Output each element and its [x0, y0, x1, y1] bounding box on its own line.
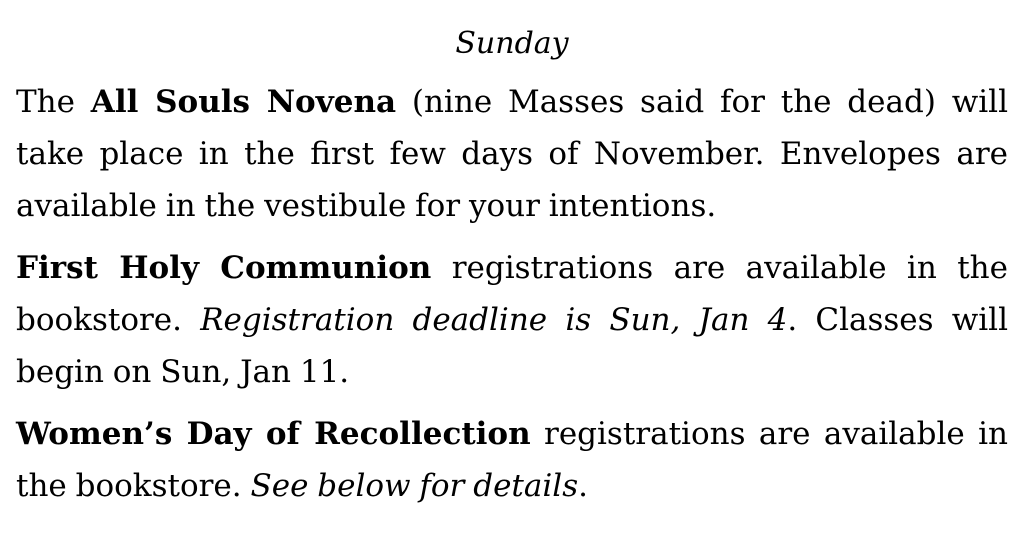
announcement-body-end: .	[578, 468, 588, 504]
announcement-body-end: . Classes will begin on Sun, Jan 11.	[16, 302, 1008, 390]
registration-deadline: Registration deadline is Sun, Jan 4	[200, 302, 788, 338]
details-note: See below for details	[250, 468, 579, 504]
announcement-body: (nine Masses said for the dead) will take place in the first few days of November. Envelopes are available in the vestibule for your intentions.	[16, 84, 1008, 224]
announcement-first-holy-communion	[16, 242, 1008, 398]
announcement-womens-day-of-recollection	[16, 408, 1008, 512]
announcement-all-souls-novena	[16, 76, 1008, 232]
announcement-title: First Holy Communion	[16, 250, 432, 286]
announcement-body: registrations are available in the bookstore.	[16, 250, 1008, 338]
announcement-title: Women’s Day of Recollection	[16, 416, 531, 452]
announcement-body: registrations are available in the bookstore.	[16, 416, 1008, 504]
announcement-title: All Souls Novena	[90, 84, 397, 120]
section-heading: Sunday	[455, 26, 569, 61]
announcement-prefix: The	[16, 84, 91, 120]
